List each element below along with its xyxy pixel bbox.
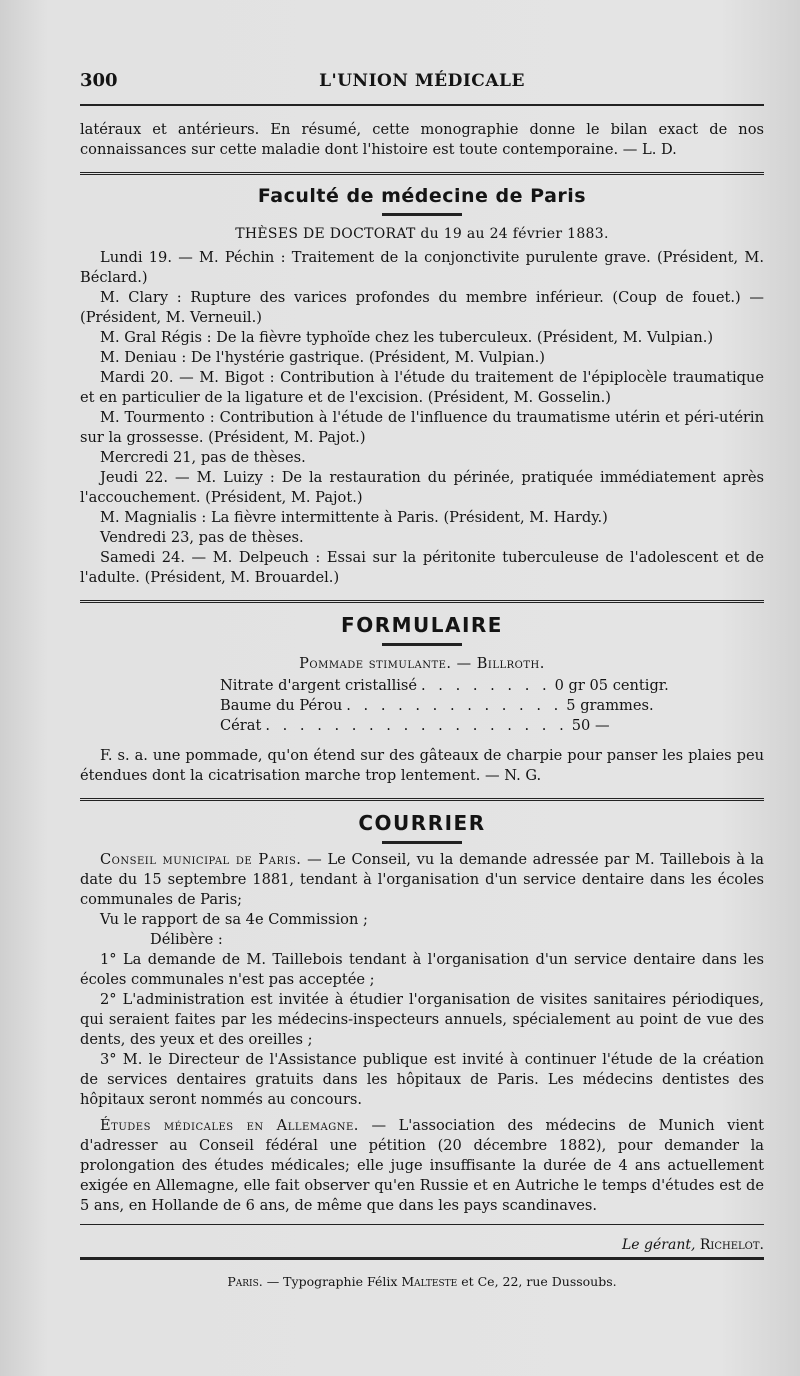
title-dash xyxy=(382,643,462,646)
formulaire-section xyxy=(80,613,764,786)
ingredient-row xyxy=(220,696,670,716)
ingredient-row xyxy=(220,716,670,736)
ingredient-name: Cérat xyxy=(220,717,262,734)
resolution-item: 2° L'administration est invitée à étudier l'organisation de visites sanitaires périodiques, qui seraient faites par les médecins-inspecteurs annuels, spécialement au point de vue des dents, des yeux et des oreilles ; xyxy=(80,991,764,1048)
signature-name: Richelot. xyxy=(699,1237,764,1253)
thesis-entry: Samedi 24. — M. Delpeuch : Essai sur la péritonite tuberculeuse de l'adolescent et de l'adulte. (Président, M. Brouardel.) xyxy=(80,549,764,586)
journal-title: L'UNION MÉDICALE xyxy=(319,71,525,91)
title-dash xyxy=(382,841,462,844)
rapport-line: Vu le rapport de sa 4e Commission ; xyxy=(100,911,368,928)
ingredient-name: Nitrate d'argent cristallisé xyxy=(220,677,418,694)
thesis-entry: Vendredi 23, pas de thèses. xyxy=(100,529,304,546)
intro-paragraph: latéraux et antérieurs. En résumé, cette monographie donne le bilan exact de nos connaissances sur cette maladie dont l'histoire est toute contemporaine. — L. D. xyxy=(80,121,764,158)
footer-divider xyxy=(80,1257,764,1260)
imprint-city: Paris. xyxy=(227,1274,263,1289)
formulaire-title: FORMULAIRE xyxy=(341,613,503,637)
resolution-item: 1° La demande de M. Taillebois tendant à l'organisation d'un service dentaire dans les écoles communales n'est pas acceptée ; xyxy=(80,951,764,988)
thesis-entry: M. Magnialis : La fièvre intermittente à Paris. (Président, M. Hardy.) xyxy=(100,509,608,526)
thesis-entry: Jeudi 22. — M. Luizy : De la restauration du périnée, pratiquée immédiatement après l'accouchement. (Président, M. Pajot.) xyxy=(80,469,764,506)
imprint-text: — Typographie Félix xyxy=(262,1274,402,1289)
ingredient-quantity: 50 — xyxy=(571,717,610,734)
closing-divider xyxy=(80,1224,764,1225)
section-divider xyxy=(80,798,764,801)
etudes-paragraph xyxy=(80,1116,764,1216)
ingredient-name: Baume du Pérou xyxy=(220,697,343,714)
delibere-line: Délibère : xyxy=(150,931,223,948)
etudes-text: — L'association des médecins de Munich vient d'adresser au Conseil fédéral une pétition (20 décembre 1882), pour demander la prolongation des études médicales; elle juge insuffisante la durée de 4 ans actuellement exigée en Allemagne, elle fait observer qu'en Russie et en Autriche le temps d'études est de 5 ans, en Hollande de 6 ans, de même que dans les pays scandinaves. xyxy=(80,1117,764,1214)
ingredient-list xyxy=(220,676,670,736)
signature-label: Le gérant, xyxy=(622,1237,696,1253)
imprint-printer: Malteste xyxy=(401,1274,458,1289)
section-divider xyxy=(80,172,764,175)
thesis-entry: M. Tourmento : Contribution à l'étude de l'influence du traumatisme utérin et péri-utérin sur la grossesse. (Président, M. Pajot.) xyxy=(80,409,764,446)
signature-line xyxy=(80,1237,764,1253)
page-number: 300 xyxy=(80,70,118,91)
ingredient-quantity: 0 gr 05 centigr. xyxy=(554,677,669,694)
conseil-text: — Le Conseil, vu la demande adressée par M. Taillebois à la date du 15 septembre 1881, tendant à l'organisation d'un service dentaire dans les écoles communales de Paris; xyxy=(80,851,765,908)
thesis-entry: Lundi 19. — M. Péchin : Traitement de la conjonctivite purulente grave. (Président, M. Béclard.) xyxy=(80,249,764,286)
resolution-item: 3° M. le Directeur de l'Assistance publique est invité à continuer l'étude de la création de services dentaires gratuits dans les hôpitaux de Paris. Les médecins dentistes des hôpitaux seront nommés au concours. xyxy=(80,1051,764,1108)
thesis-entry: Mardi 20. — M. Bigot : Contribution à l'étude du traitement de l'épiplocèle traumatique et en particulier de la ligature et de l'excision. (Président, M. Gosselin.) xyxy=(80,369,764,406)
page-header xyxy=(80,70,764,106)
leader-dots: . . . . . . . . . . . . . xyxy=(346,697,563,714)
thesis-entry: M. Clary : Rupture des varices profondes du membre inférieur. (Coup de fouet.) — (Président, M. Verneuil.) xyxy=(80,289,764,326)
ingredient-row xyxy=(220,676,670,696)
ingredient-quantity: 5 grammes. xyxy=(566,697,654,714)
recipe-title: Pommade stimulante. — Billroth. xyxy=(299,656,545,672)
leader-dots: . . . . . . . . . . . . . . . . . . xyxy=(265,717,568,734)
courrier-section xyxy=(80,811,764,1216)
conseil-lead: Conseil municipal de Paris. xyxy=(100,851,302,868)
conseil-paragraph xyxy=(80,850,764,910)
title-dash xyxy=(382,213,462,216)
theses-subtitle: THÈSES DE DOCTORAT du 19 au 24 février 1883. xyxy=(235,226,609,242)
section-divider xyxy=(80,600,764,603)
leader-dots: . . . . . . . . xyxy=(421,677,551,694)
faculte-section xyxy=(80,185,764,588)
courrier-title: COURRIER xyxy=(358,811,486,835)
etudes-lead: Études médicales en Allemagne. xyxy=(100,1117,359,1134)
thesis-entry: M. Gral Régis : De la fièvre typhoïde chez les tuberculeux. (Président, M. Vulpian.) xyxy=(100,329,714,346)
faculte-title: Faculté de médecine de Paris xyxy=(257,185,587,207)
thesis-entry: Mercredi 21, pas de thèses. xyxy=(100,449,306,466)
imprint-rest: et Ce, 22, rue Dussoubs. xyxy=(457,1274,617,1289)
thesis-entry: M. Deniau : De l'hystérie gastrique. (Président, M. Vulpian.) xyxy=(100,349,545,366)
printer-imprint xyxy=(80,1274,764,1289)
recipe-note: F. s. a. une pommade, qu'on étend sur des gâteaux de charpie pour panser les plaies peu étendues dont la cicatrisation marche trop lentement. — N. G. xyxy=(80,747,764,784)
